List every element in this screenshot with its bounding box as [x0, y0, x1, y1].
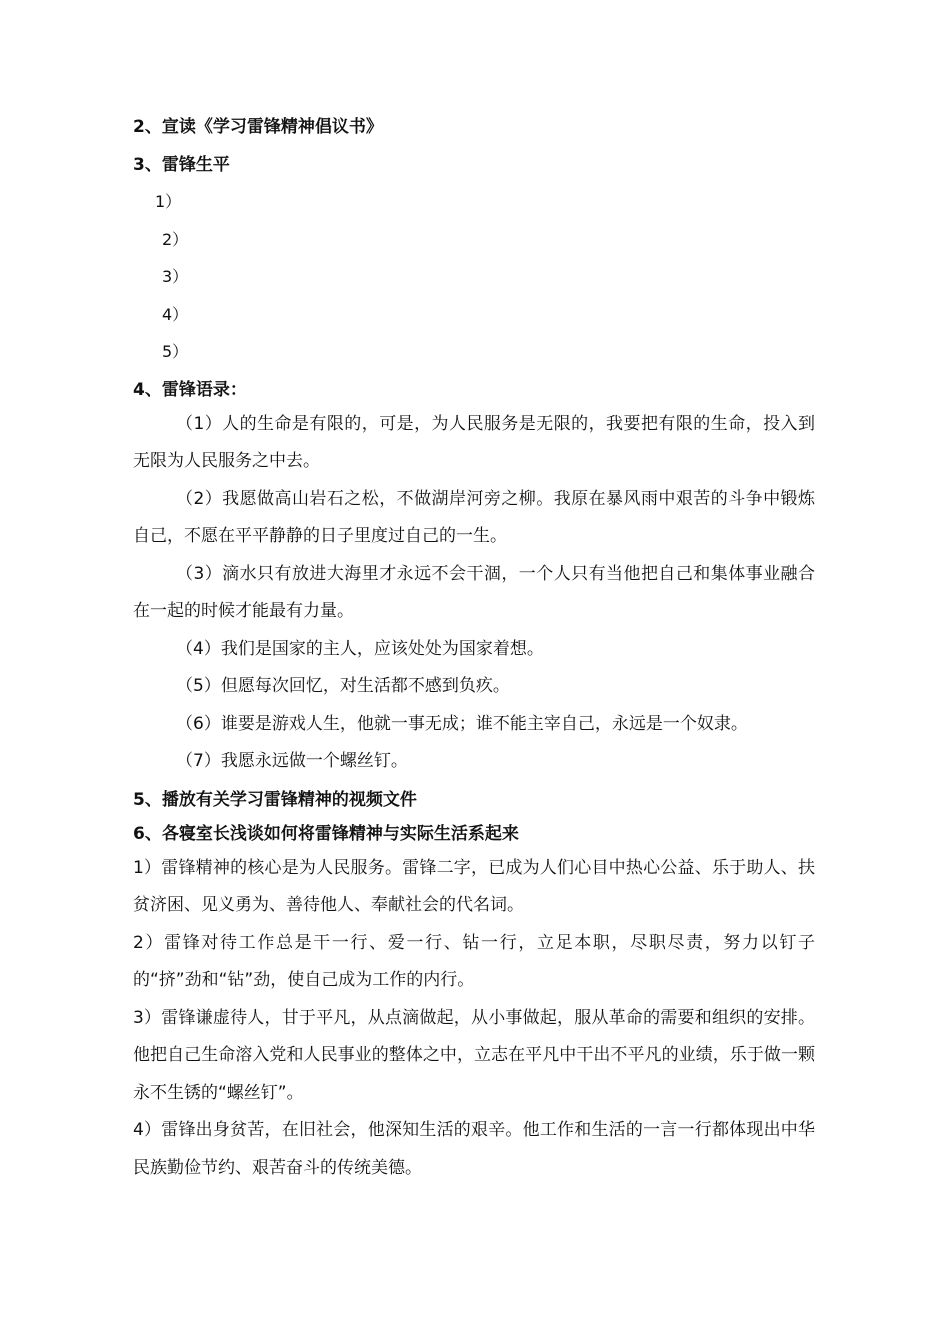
quote-paragraph: （2）我愿做高山岩石之松，不做湖岸河旁之柳。我原在暴风雨中艰苦的斗争中锻炼自己，不愿在平平静静的日子里度过自己的一生。: [133, 488, 815, 546]
document-body: [133, 114, 815, 1187]
life-item: 1）: [155, 192, 182, 211]
section-heading-proposal: 2、宣读《学习雷锋精神倡议书》: [133, 117, 383, 137]
section-heading-quotes: 4、雷锋语录：: [133, 379, 247, 400]
quote-paragraph: （1）人的生命是有限的，可是，为人民服务是无限的，我要把有限的生命，投入到无限为人民服务之中去。: [133, 413, 815, 471]
discussion-paragraph: 4）雷锋出身贫苦，在旧社会，他深知生活的艰辛。他工作和生活的一言一行都体现出中华民族勤俭节约、艰苦奋斗的传统美德。: [133, 1120, 815, 1178]
life-item: 3）: [162, 267, 189, 286]
quote-paragraph: （6）谁要是游戏人生，他就一事无成；谁不能主宰自己，永远是一个奴隶。: [176, 713, 748, 734]
quote-paragraph: （3）滴水只有放进大海里才永远不会干涸，一个人只有当他把自己和集体事业融合在一起的时候才能最有力量。: [133, 563, 815, 621]
quote-paragraph: （5）但愿每次回忆，对生活都不感到负疚。: [176, 676, 510, 696]
discussion-paragraph: 2）雷锋对待工作总是干一行、爱一行、钻一行，立足本职，尽职尽责，努力以钉子的“挤”劲和“钻”劲，使自己成为工作的内行。: [133, 932, 815, 990]
section-heading-discussion: 6、各寝室长浅谈如何将雷锋精神与实际生活系起来: [133, 823, 519, 844]
quote-paragraph: （7）我愿永远做一个螺丝钉。: [176, 751, 408, 771]
discussion-paragraph: 3）雷锋谦虚待人，甘于平凡，从点滴做起，从小事做起，服从革命的需要和组织的安排。他把自己生命溶入党和人民事业的整体之中，立志在平凡中干出不平凡的业绩，乐于做一颗永不生锈的“螺丝钉”。: [133, 1007, 815, 1103]
discussion-paragraph: 1）雷锋精神的核心是为人民服务。雷锋二字，已成为人们心目中热心公益、乐于助人、扶贫济困、见义勇为、善待他人、奉献社会的代名词。: [133, 857, 815, 915]
life-item: 5）: [162, 342, 189, 361]
section-heading-video: 5、播放有关学习雷锋精神的视频文件: [133, 789, 417, 810]
life-item: 4）: [162, 304, 189, 324]
life-item: 2）: [162, 229, 189, 249]
section-heading-life: 3、雷锋生平: [133, 154, 230, 175]
quote-paragraph: （4）我们是国家的主人，应该处处为国家着想。: [176, 638, 544, 659]
